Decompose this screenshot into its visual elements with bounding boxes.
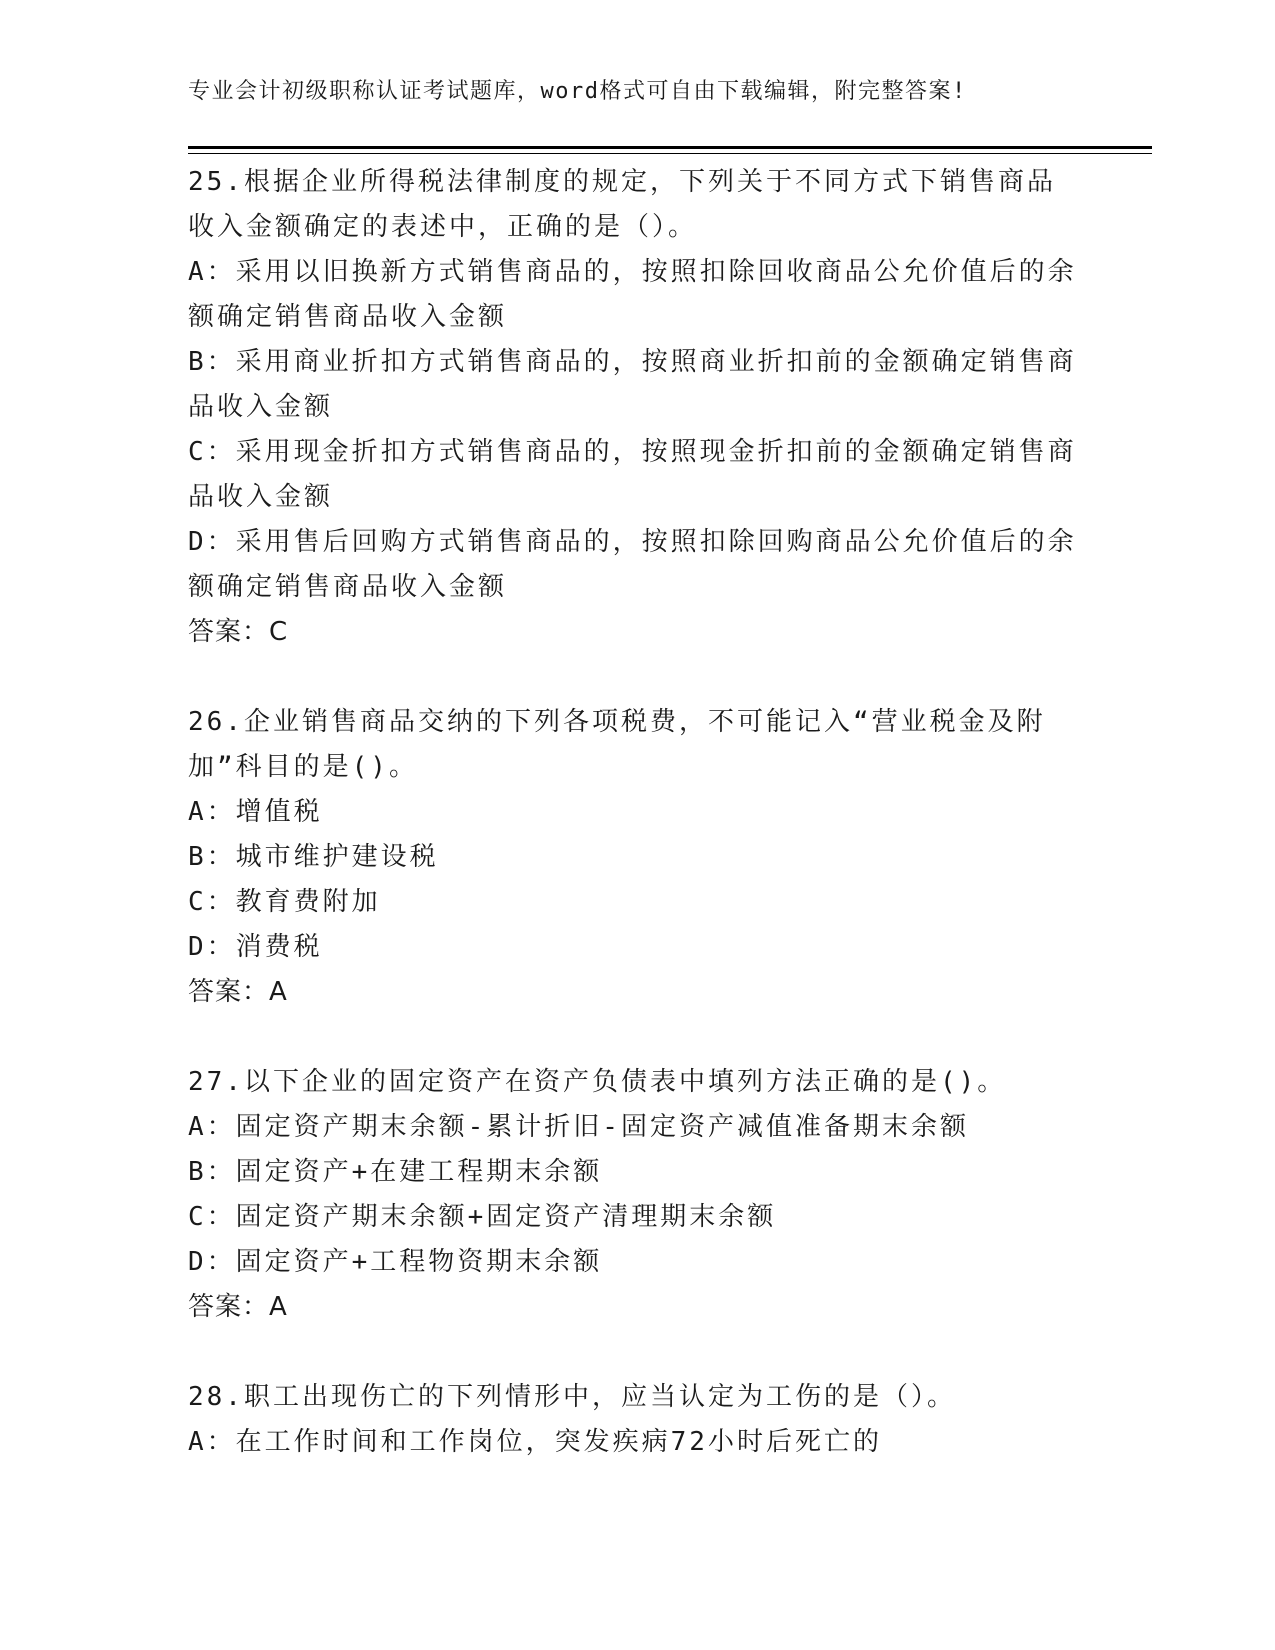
- option-a: A：固定资产期末余额-累计折旧-固定资产减值准备期末余额: [188, 1112, 969, 1142]
- option-c: C：教育费附加: [188, 887, 381, 917]
- answer: 答案：A: [188, 1292, 288, 1322]
- question-25: [188, 160, 1078, 655]
- option-c: C：固定资产期末余额+固定资产清理期末余额: [188, 1202, 777, 1232]
- question-list: [188, 160, 1078, 1465]
- header-rule-thick: [188, 146, 1152, 149]
- option-b: B：固定资产+在建工程期末余额: [188, 1157, 603, 1187]
- header-rule-thin: [188, 153, 1152, 154]
- option-c: C：采用现金折扣方式销售商品的，按照现金折扣前的金额确定销售商品收入金额: [188, 437, 1077, 512]
- question-stem: 26.企业销售商品交纳的下列各项税费，不可能记入“营业税金及附加”科目的是()。: [188, 707, 1046, 782]
- option-d: D：采用售后回购方式销售商品的，按照扣除回购商品公允价值后的余额确定销售商品收入金额: [188, 527, 1077, 602]
- option-d: D：消费税: [188, 932, 323, 962]
- question-27: [188, 1060, 1078, 1330]
- option-b: B：城市维护建设税: [188, 842, 439, 872]
- option-b: B：采用商业折扣方式销售商品的，按照商业折扣前的金额确定销售商品收入金额: [188, 347, 1077, 422]
- answer: 答案：C: [188, 617, 289, 647]
- question-stem: 28.职工出现伤亡的下列情形中，应当认定为工伤的是（）。: [188, 1382, 956, 1412]
- question-26: [188, 700, 1078, 1015]
- answer: 答案：A: [188, 977, 288, 1007]
- option-d: D：固定资产+工程物资期末余额: [188, 1247, 603, 1277]
- page-header: 专业会计初级职称认证考试题库，word格式可自由下载编辑，附完整答案!: [188, 79, 967, 104]
- question-stem: 25.根据企业所得税法律制度的规定，下列关于不同方式下销售商品收入金额确定的表述中，正确的是（）。: [188, 167, 1056, 242]
- question-28: [188, 1375, 1078, 1465]
- question-stem: 27.以下企业的固定资产在资产负债表中填列方法正确的是()。: [188, 1067, 1007, 1097]
- option-a: A：采用以旧换新方式销售商品的，按照扣除回收商品公允价值后的余额确定销售商品收入金额: [188, 257, 1077, 332]
- option-a: A：增值税: [188, 797, 323, 827]
- option-a: A：在工作时间和工作岗位，突发疾病72小时后死亡的: [188, 1427, 882, 1457]
